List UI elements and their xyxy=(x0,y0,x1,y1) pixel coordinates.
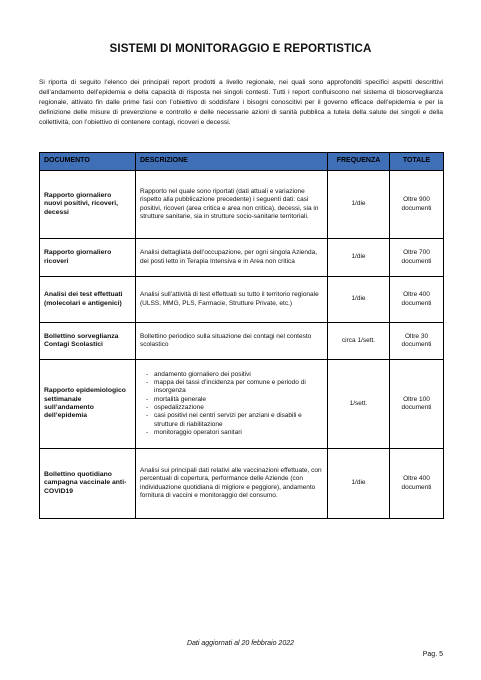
table-row xyxy=(40,277,444,323)
header-totale: TOTALE xyxy=(390,153,444,171)
data-update-note: Dati aggiornati al 20 febbraio 2022 xyxy=(186,640,295,647)
table-row xyxy=(40,171,444,239)
header-descrizione: DESCRIZIONE xyxy=(136,153,328,171)
row-totale: Oltre 400 documenti xyxy=(390,277,444,323)
row-documento: Rapporto giornaliero nuovi positivi, ricoveri, decessi xyxy=(40,171,136,239)
row-totale: Oltre 100 documenti xyxy=(390,360,444,449)
intro-paragraph: Si riporta di seguito l’elenco dei principali report prodotti a livello regionale, nei quali sono approfonditi specifici aspetti descrittivi dell’andamento dell’epidemia e della capacità di risposta nei singoli contesti. Tutti i report confluiscono nel sistema di biosorveglianza regionale, attivato fin dalle prime fasi con l’obiettivo di soddisfare i bisogni conoscitivi per il governo efficace dell’epidemia e per la definizione delle misure di prevenzione e controllo e delle necessarie azioni di sanità pubblica a tutela della salute dei singoli e della collettività, con l’obiettivo di contenere contagi, ricoveri e decessi. xyxy=(39,79,443,126)
row-frequenza: circa 1/sett. xyxy=(328,323,390,360)
row-totale: Oltre 700 documenti xyxy=(390,239,444,277)
row-documento: Rapporto epidemiologico settimanale sull’andamento dell’epidemia xyxy=(40,360,136,449)
page-number: Pag. 5 xyxy=(422,651,443,658)
table-header-row xyxy=(40,153,444,171)
table-row xyxy=(40,360,444,449)
row-totale: Oltre 400 documenti xyxy=(390,449,444,519)
list-item: - andamento giornaliero dei positivi xyxy=(146,371,323,379)
row-frequenza: 1/sett. xyxy=(328,360,390,449)
list-item: - mappa dei tassi d’incidenza per comune e periodo di insorgenza xyxy=(146,379,323,396)
row-frequenza: 1/die xyxy=(328,449,390,519)
table-row xyxy=(40,239,444,277)
row-frequenza: 1/die xyxy=(328,277,390,323)
list-item: - ospedalizzazione xyxy=(146,404,323,412)
row-frequenza: 1/die xyxy=(328,239,390,277)
row-documento: Analisi dei test effettuati (molecolari e antigenici) xyxy=(40,277,136,323)
row-descrizione: Analisi sull’attività di test effettuati su tutto il territorio regionale (ULSS, MMG, PLS, Farmacie, Strutture Private, etc.) xyxy=(136,277,328,323)
row-descrizione-list xyxy=(136,360,328,449)
list-item: - monitoraggio operatori sanitari xyxy=(146,429,323,437)
description-list xyxy=(140,371,323,437)
table-row xyxy=(40,449,444,519)
row-descrizione: Analisi sui principali dati relativi alle vaccinazioni effettuate, con percentuali di copertura, performance delle Aziende (con individuazione quotidiana di migliore e peggiore), andamento fornitura di vaccini e monitoraggio del consumo. xyxy=(136,449,328,519)
header-documento: DOCUMENTO xyxy=(40,153,136,171)
row-documento: Rapporto giornaliero ricoveri xyxy=(40,239,136,277)
row-documento: Bollettino quotidiano campagna vaccinale anti-COVID19 xyxy=(40,449,136,519)
list-item: - casi positivi nei centri servizi per anziani e disabili e strutture di riabilitazione xyxy=(146,412,323,429)
row-documento: Bollettino sorveglianza Contagi Scolastici xyxy=(40,323,136,360)
reports-table xyxy=(39,152,444,519)
row-totale: Oltre 30 documenti xyxy=(390,323,444,360)
row-descrizione: Bollettino periodico sulla situazione dei contagi nel contesto scolastico xyxy=(136,323,328,360)
row-descrizione: Rapporto nel quale sono riportati (dati attuali e variazione rispetto alla pubblicazione precedente) i seguenti dati: casi positivi, ricoveri (area critica e area non critica), decessi, sia in strutture sanitarie, sia in strutture socio-sanitarie territoriali. xyxy=(136,171,328,239)
list-item: - mortalità generale xyxy=(146,396,323,404)
table-row xyxy=(40,323,444,360)
page-title: SISTEMI DI MONITORAGGIO E REPORTISTICA xyxy=(109,42,372,55)
header-frequenza: FREQUENZA xyxy=(328,153,390,171)
row-frequenza: 1/die xyxy=(328,171,390,239)
row-totale: Oltre 900 documenti xyxy=(390,171,444,239)
row-descrizione: Analisi dettagliata dell’occupazione, per ogni singola Azienda, dei posti letto in Terapia Intensiva e in Area non critica xyxy=(136,239,328,277)
